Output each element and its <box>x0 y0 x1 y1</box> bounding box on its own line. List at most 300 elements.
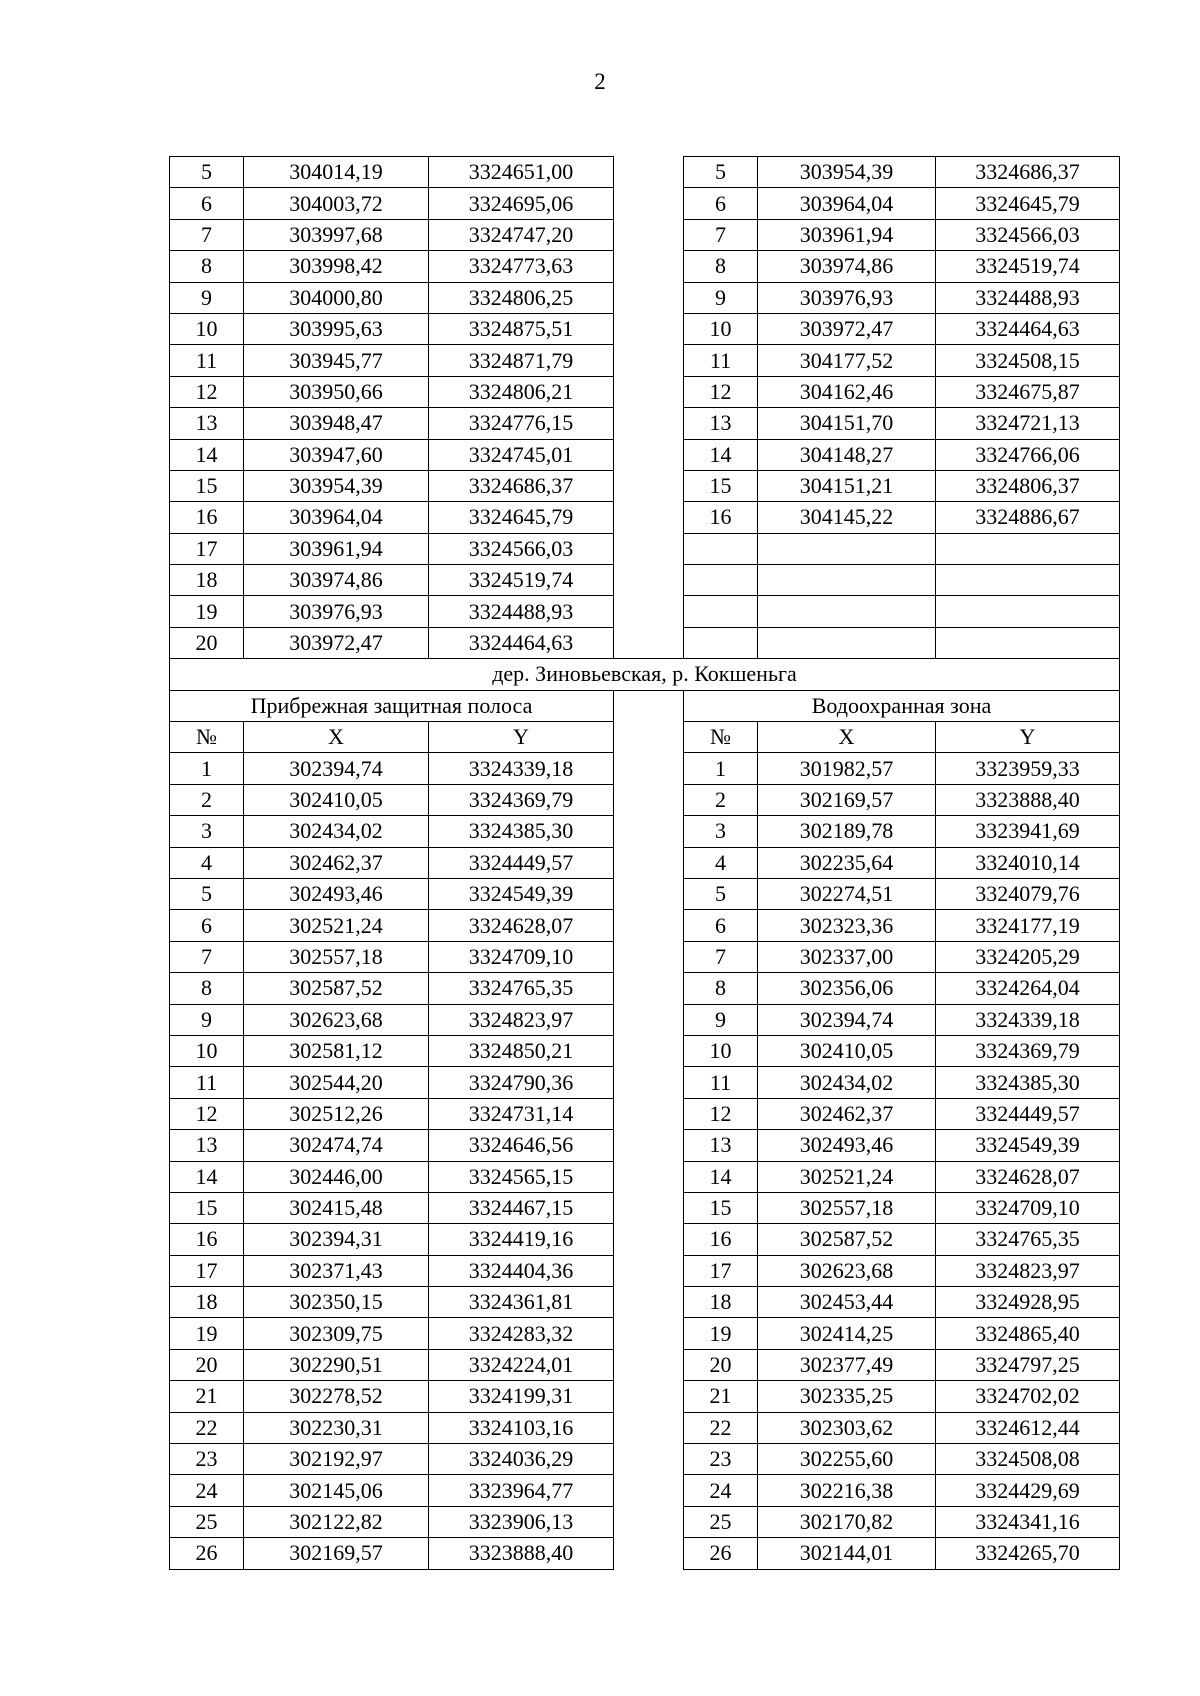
table-row <box>170 1130 1120 1161</box>
left-x-cell: 302623,68 <box>244 1004 429 1035</box>
table-row <box>170 533 1120 564</box>
right-num-cell <box>684 627 758 658</box>
right-x-cell: 304145,22 <box>758 502 936 533</box>
table-row <box>170 1004 1120 1035</box>
right-y-cell: 3324464,63 <box>936 313 1120 344</box>
column-gap <box>614 910 684 941</box>
table-row <box>170 1067 1120 1098</box>
right-x-cell: 302394,74 <box>758 1004 936 1035</box>
column-gap <box>614 1287 684 1318</box>
column-gap <box>614 878 684 909</box>
right-y-cell <box>936 565 1120 596</box>
table-row <box>170 376 1120 407</box>
right-num-cell: 2 <box>684 784 758 815</box>
left-num-cell: 18 <box>170 1287 244 1318</box>
right-y-cell: 3324766,06 <box>936 439 1120 470</box>
left-x-cell: 302169,57 <box>244 1538 429 1569</box>
left-y-cell: 3323964,77 <box>429 1475 614 1506</box>
column-gap <box>614 533 684 564</box>
left-num-cell: 15 <box>170 470 244 501</box>
left-y-cell: 3324645,79 <box>429 502 614 533</box>
right-x-cell: 302434,02 <box>758 1067 936 1098</box>
right-num-cell: 22 <box>684 1412 758 1443</box>
left-x-cell: 302309,75 <box>244 1318 429 1349</box>
right-y-cell: 3324519,74 <box>936 251 1120 282</box>
table-row <box>170 1349 1120 1380</box>
left-x-cell: 303950,66 <box>244 376 429 407</box>
right-num-cell: 21 <box>684 1381 758 1412</box>
right-x-cell: 302493,46 <box>758 1130 936 1161</box>
right-y-header: Y <box>936 722 1120 753</box>
right-zone-title: Водоохранная зона <box>684 690 1120 721</box>
left-x-cell: 303954,39 <box>244 470 429 501</box>
right-num-cell: 4 <box>684 847 758 878</box>
column-gap <box>614 1035 684 1066</box>
column-gap <box>614 1538 684 1569</box>
right-num-header: № <box>684 722 758 753</box>
table-row <box>170 1412 1120 1443</box>
column-gap <box>614 1412 684 1443</box>
left-y-cell: 3324850,21 <box>429 1035 614 1066</box>
right-y-cell: 3323941,69 <box>936 816 1120 847</box>
column-gap <box>614 219 684 250</box>
left-y-cell: 3324419,16 <box>429 1224 614 1255</box>
right-x-cell <box>758 627 936 658</box>
left-num-cell: 7 <box>170 219 244 250</box>
left-x-cell: 303998,42 <box>244 251 429 282</box>
left-y-cell: 3324036,29 <box>429 1444 614 1475</box>
left-num-cell: 7 <box>170 941 244 972</box>
right-x-cell: 302557,18 <box>758 1192 936 1223</box>
right-num-cell: 5 <box>684 157 758 188</box>
left-num-cell: 11 <box>170 345 244 376</box>
right-y-cell: 3324508,15 <box>936 345 1120 376</box>
left-x-cell: 302122,82 <box>244 1506 429 1537</box>
left-x-cell: 302493,46 <box>244 878 429 909</box>
left-y-cell: 3324806,25 <box>429 282 614 313</box>
left-num-cell: 10 <box>170 1035 244 1066</box>
left-y-cell: 3324709,10 <box>429 941 614 972</box>
right-num-cell: 14 <box>684 439 758 470</box>
table-row <box>170 1318 1120 1349</box>
right-y-cell: 3324709,10 <box>936 1192 1120 1223</box>
right-num-cell: 7 <box>684 219 758 250</box>
left-x-cell: 302474,74 <box>244 1130 429 1161</box>
right-y-cell: 3324429,69 <box>936 1475 1120 1506</box>
table-row <box>170 627 1120 658</box>
column-gap <box>614 502 684 533</box>
column-gap <box>614 847 684 878</box>
left-y-cell: 3324449,57 <box>429 847 614 878</box>
page-number: 2 <box>594 69 606 94</box>
left-x-cell: 302290,51 <box>244 1349 429 1380</box>
left-y-cell: 3324628,07 <box>429 910 614 941</box>
right-num-cell: 13 <box>684 1130 758 1161</box>
left-y-cell: 3324745,01 <box>429 439 614 470</box>
left-x-cell: 302145,06 <box>244 1475 429 1506</box>
table-row <box>170 1381 1120 1412</box>
left-y-cell: 3324776,15 <box>429 408 614 439</box>
right-x-cell: 302274,51 <box>758 878 936 909</box>
right-x-cell: 302587,52 <box>758 1224 936 1255</box>
left-x-cell: 303947,60 <box>244 439 429 470</box>
right-y-cell: 3324765,35 <box>936 1224 1120 1255</box>
table-row <box>170 973 1120 1004</box>
left-x-cell: 302521,24 <box>244 910 429 941</box>
column-gap <box>614 941 684 972</box>
left-x-cell: 302278,52 <box>244 1381 429 1412</box>
table-row <box>170 251 1120 282</box>
left-y-cell: 3324875,51 <box>429 313 614 344</box>
coordinates-table <box>169 156 1120 1570</box>
right-num-cell: 6 <box>684 188 758 219</box>
left-num-cell: 1 <box>170 753 244 784</box>
right-y-cell: 3324205,29 <box>936 941 1120 972</box>
column-gap <box>614 1444 684 1475</box>
right-num-cell: 10 <box>684 1035 758 1066</box>
column-gap <box>614 188 684 219</box>
left-num-cell: 3 <box>170 816 244 847</box>
right-num-cell: 15 <box>684 1192 758 1223</box>
right-y-cell: 3324549,39 <box>936 1130 1120 1161</box>
column-gap <box>614 1506 684 1537</box>
table-row <box>170 282 1120 313</box>
left-num-cell: 18 <box>170 565 244 596</box>
right-num-cell <box>684 596 758 627</box>
left-y-cell: 3324404,36 <box>429 1255 614 1286</box>
left-y-cell: 3324686,37 <box>429 470 614 501</box>
left-y-cell: 3324385,30 <box>429 816 614 847</box>
left-zone-title: Прибрежная защитная полоса <box>170 690 614 721</box>
right-x-cell: 303976,93 <box>758 282 936 313</box>
right-x-cell: 302144,01 <box>758 1538 936 1569</box>
left-num-cell: 12 <box>170 1098 244 1129</box>
column-gap <box>614 1067 684 1098</box>
right-num-cell: 11 <box>684 345 758 376</box>
right-y-cell: 3324675,87 <box>936 376 1120 407</box>
table-row <box>170 188 1120 219</box>
left-y-cell: 3323906,13 <box>429 1506 614 1537</box>
left-y-cell: 3324103,16 <box>429 1412 614 1443</box>
right-y-cell: 3323959,33 <box>936 753 1120 784</box>
left-y-cell: 3324369,79 <box>429 784 614 815</box>
right-y-cell: 3324865,40 <box>936 1318 1120 1349</box>
right-y-cell: 3324628,07 <box>936 1161 1120 1192</box>
right-num-cell: 6 <box>684 910 758 941</box>
left-y-cell: 3324199,31 <box>429 1381 614 1412</box>
left-x-cell: 302512,26 <box>244 1098 429 1129</box>
right-num-cell: 7 <box>684 941 758 972</box>
left-x-cell: 303974,86 <box>244 565 429 596</box>
left-num-cell: 17 <box>170 1255 244 1286</box>
left-num-cell: 13 <box>170 1130 244 1161</box>
table-row <box>170 910 1120 941</box>
table-row <box>170 753 1120 784</box>
left-num-cell: 2 <box>170 784 244 815</box>
right-y-cell: 3324612,44 <box>936 1412 1120 1443</box>
column-gap <box>614 1255 684 1286</box>
left-x-cell: 302446,00 <box>244 1161 429 1192</box>
column-gap <box>614 1161 684 1192</box>
left-num-cell: 11 <box>170 1067 244 1098</box>
right-num-cell: 8 <box>684 251 758 282</box>
right-y-cell: 3324488,93 <box>936 282 1120 313</box>
right-num-cell: 16 <box>684 1224 758 1255</box>
left-y-cell: 3324565,15 <box>429 1161 614 1192</box>
right-x-cell: 302337,00 <box>758 941 936 972</box>
right-x-cell: 303974,86 <box>758 251 936 282</box>
table-row <box>170 1506 1120 1537</box>
left-x-cell: 303976,93 <box>244 596 429 627</box>
column-gap <box>614 1130 684 1161</box>
right-y-cell: 3324508,08 <box>936 1444 1120 1475</box>
left-num-cell: 15 <box>170 1192 244 1223</box>
top-rows <box>170 157 1120 659</box>
column-gap <box>614 1224 684 1255</box>
left-x-cell: 302557,18 <box>244 941 429 972</box>
left-num-cell: 19 <box>170 1318 244 1349</box>
right-x-cell: 302189,78 <box>758 816 936 847</box>
right-num-cell: 9 <box>684 1004 758 1035</box>
right-x-cell: 302462,37 <box>758 1098 936 1129</box>
column-gap <box>614 408 684 439</box>
left-num-cell: 24 <box>170 1475 244 1506</box>
left-x-cell: 302434,02 <box>244 816 429 847</box>
table-row <box>170 1538 1120 1569</box>
right-y-cell: 3323888,40 <box>936 784 1120 815</box>
right-x-cell: 302169,57 <box>758 784 936 815</box>
right-y-cell: 3324265,70 <box>936 1538 1120 1569</box>
left-num-cell: 13 <box>170 408 244 439</box>
right-x-cell: 302335,25 <box>758 1381 936 1412</box>
right-y-cell: 3324177,19 <box>936 910 1120 941</box>
table-row <box>170 1098 1120 1129</box>
right-num-cell: 12 <box>684 1098 758 1129</box>
left-x-cell: 302462,37 <box>244 847 429 878</box>
right-x-cell: 301982,57 <box>758 753 936 784</box>
left-num-cell: 9 <box>170 282 244 313</box>
left-x-cell: 302544,20 <box>244 1067 429 1098</box>
right-num-cell: 23 <box>684 1444 758 1475</box>
right-y-cell: 3324823,97 <box>936 1255 1120 1286</box>
left-num-cell: 23 <box>170 1444 244 1475</box>
table-row <box>170 847 1120 878</box>
column-gap <box>614 376 684 407</box>
right-x-cell <box>758 565 936 596</box>
column-gap <box>614 816 684 847</box>
left-y-cell: 3323888,40 <box>429 1538 614 1569</box>
left-num-cell: 20 <box>170 1349 244 1380</box>
left-num-cell: 16 <box>170 502 244 533</box>
column-gap <box>614 1475 684 1506</box>
left-y-cell: 3324464,63 <box>429 627 614 658</box>
left-x-cell: 303995,63 <box>244 313 429 344</box>
column-gap <box>614 596 684 627</box>
right-y-cell: 3324079,76 <box>936 878 1120 909</box>
left-y-cell: 3324823,97 <box>429 1004 614 1035</box>
table-row <box>170 1287 1120 1318</box>
table-row <box>170 439 1120 470</box>
right-x-cell: 304148,27 <box>758 439 936 470</box>
left-x-cell: 302587,52 <box>244 973 429 1004</box>
right-num-cell: 25 <box>684 1506 758 1537</box>
column-gap <box>614 973 684 1004</box>
right-num-cell: 13 <box>684 408 758 439</box>
table-row <box>170 1161 1120 1192</box>
right-y-cell: 3324339,18 <box>936 1004 1120 1035</box>
table-row <box>170 157 1120 188</box>
left-x-cell: 302371,43 <box>244 1255 429 1286</box>
table-row <box>170 1475 1120 1506</box>
table-row <box>170 313 1120 344</box>
right-y-cell: 3324449,57 <box>936 1098 1120 1129</box>
right-y-cell <box>936 627 1120 658</box>
left-y-cell: 3324765,35 <box>429 973 614 1004</box>
left-x-cell: 304003,72 <box>244 188 429 219</box>
right-num-cell: 16 <box>684 502 758 533</box>
right-num-cell: 14 <box>684 1161 758 1192</box>
left-x-cell: 303961,94 <box>244 533 429 564</box>
left-num-cell: 26 <box>170 1538 244 1569</box>
table-row <box>170 1444 1120 1475</box>
column-gap <box>614 1381 684 1412</box>
right-num-cell: 26 <box>684 1538 758 1569</box>
right-x-cell <box>758 533 936 564</box>
right-y-cell: 3324369,79 <box>936 1035 1120 1066</box>
right-y-cell: 3324928,95 <box>936 1287 1120 1318</box>
right-num-cell: 1 <box>684 753 758 784</box>
right-x-cell: 302216,38 <box>758 1475 936 1506</box>
left-num-cell: 5 <box>170 157 244 188</box>
left-x-cell: 302581,12 <box>244 1035 429 1066</box>
left-x-cell: 304000,80 <box>244 282 429 313</box>
column-gap <box>614 1004 684 1035</box>
column-gap <box>614 1318 684 1349</box>
left-num-cell: 25 <box>170 1506 244 1537</box>
left-y-cell: 3324646,56 <box>429 1130 614 1161</box>
left-num-header: № <box>170 722 244 753</box>
right-y-cell: 3324702,02 <box>936 1381 1120 1412</box>
column-gap <box>614 470 684 501</box>
left-y-cell: 3324566,03 <box>429 533 614 564</box>
left-num-cell: 6 <box>170 188 244 219</box>
column-gap <box>614 627 684 658</box>
right-x-cell: 302377,49 <box>758 1349 936 1380</box>
left-num-cell: 8 <box>170 973 244 1004</box>
column-gap <box>614 753 684 784</box>
right-x-cell: 303964,04 <box>758 188 936 219</box>
table-row <box>170 878 1120 909</box>
table-row <box>170 784 1120 815</box>
left-y-cell: 3324651,00 <box>429 157 614 188</box>
column-gap <box>614 313 684 344</box>
right-y-cell <box>936 533 1120 564</box>
left-num-cell: 6 <box>170 910 244 941</box>
column-gap <box>614 1349 684 1380</box>
right-x-cell: 302453,44 <box>758 1287 936 1318</box>
left-num-cell: 20 <box>170 627 244 658</box>
table-row <box>170 1192 1120 1223</box>
left-x-cell: 303964,04 <box>244 502 429 533</box>
right-y-cell: 3324645,79 <box>936 188 1120 219</box>
left-y-cell: 3324731,14 <box>429 1098 614 1129</box>
left-y-cell: 3324806,21 <box>429 376 614 407</box>
column-header-row <box>170 722 1120 753</box>
right-y-cell: 3324686,37 <box>936 157 1120 188</box>
right-num-cell: 10 <box>684 313 758 344</box>
right-x-cell: 302410,05 <box>758 1035 936 1066</box>
table-row <box>170 1255 1120 1286</box>
left-num-cell: 21 <box>170 1381 244 1412</box>
right-x-cell: 304162,46 <box>758 376 936 407</box>
left-y-cell: 3324224,01 <box>429 1349 614 1380</box>
right-x-cell: 302235,64 <box>758 847 936 878</box>
left-x-cell: 303997,68 <box>244 219 429 250</box>
left-x-cell: 304014,19 <box>244 157 429 188</box>
column-gap <box>614 1192 684 1223</box>
right-x-cell: 302356,06 <box>758 973 936 1004</box>
right-num-cell: 3 <box>684 816 758 847</box>
column-gap <box>614 439 684 470</box>
right-num-cell: 18 <box>684 1287 758 1318</box>
column-gap <box>614 157 684 188</box>
right-x-cell: 304151,70 <box>758 408 936 439</box>
left-num-cell: 16 <box>170 1224 244 1255</box>
right-x-cell: 304177,52 <box>758 345 936 376</box>
right-num-cell: 17 <box>684 1255 758 1286</box>
column-gap <box>614 722 684 753</box>
right-num-cell: 20 <box>684 1349 758 1380</box>
left-x-cell: 303945,77 <box>244 345 429 376</box>
right-x-cell: 303954,39 <box>758 157 936 188</box>
column-gap <box>614 784 684 815</box>
right-y-cell: 3324566,03 <box>936 219 1120 250</box>
left-num-cell: 9 <box>170 1004 244 1035</box>
table-row <box>170 596 1120 627</box>
right-y-cell: 3324886,67 <box>936 502 1120 533</box>
right-y-cell <box>936 596 1120 627</box>
table-row <box>170 219 1120 250</box>
right-x-cell: 302414,25 <box>758 1318 936 1349</box>
right-y-cell: 3324721,13 <box>936 408 1120 439</box>
right-num-cell: 9 <box>684 282 758 313</box>
right-num-cell: 12 <box>684 376 758 407</box>
table-row <box>170 941 1120 972</box>
left-num-cell: 10 <box>170 313 244 344</box>
right-x-cell: 302323,36 <box>758 910 936 941</box>
left-x-cell: 302192,97 <box>244 1444 429 1475</box>
column-gap <box>614 251 684 282</box>
left-x-cell: 302350,15 <box>244 1287 429 1318</box>
right-x-cell: 302170,82 <box>758 1506 936 1537</box>
right-y-cell: 3324797,25 <box>936 1349 1120 1380</box>
bottom-rows <box>170 753 1120 1569</box>
column-gap <box>614 690 684 721</box>
section-header <box>170 659 1120 753</box>
left-x-header: X <box>244 722 429 753</box>
table-row <box>170 470 1120 501</box>
table-row <box>170 345 1120 376</box>
column-gap <box>614 282 684 313</box>
left-num-cell: 4 <box>170 847 244 878</box>
right-x-cell: 302623,68 <box>758 1255 936 1286</box>
left-y-cell: 3324695,06 <box>429 188 614 219</box>
left-x-cell: 303972,47 <box>244 627 429 658</box>
right-x-cell: 303961,94 <box>758 219 936 250</box>
left-y-cell: 3324773,63 <box>429 251 614 282</box>
right-num-cell: 8 <box>684 973 758 1004</box>
left-y-cell: 3324747,20 <box>429 219 614 250</box>
